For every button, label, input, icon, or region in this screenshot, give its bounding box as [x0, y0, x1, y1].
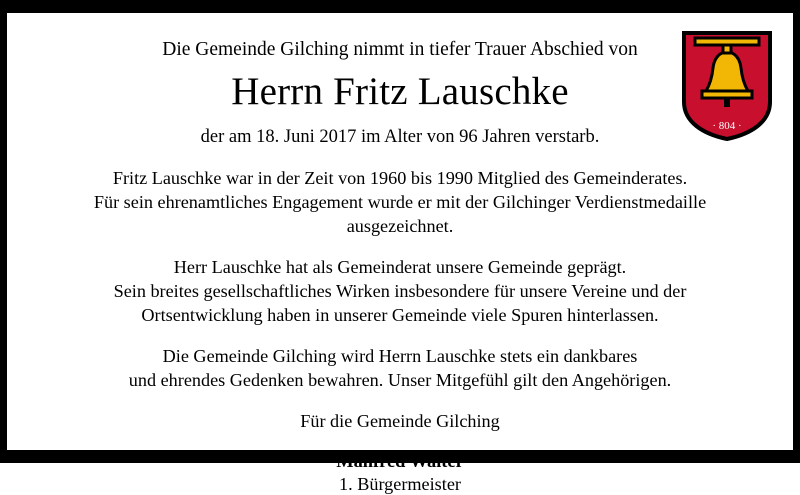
- obituary-content: [7, 13, 793, 495]
- death-date-line: der am 18. Juni 2017 im Alter von 96 Jahren verstarb.: [200, 127, 600, 148]
- signer-role: 1. Bürgermeister: [339, 474, 461, 495]
- paragraph-1-line-3: ausgezeichnet.: [346, 216, 454, 237]
- deceased-name: Herrn Fritz Lauschke: [231, 70, 569, 114]
- paragraph-1: [41, 166, 759, 238]
- paragraph-1-line-1: Fritz Lauschke war in der Zeit von 1960 bis 1990 Mitglied des Gemeinderates.: [112, 168, 688, 189]
- intro-line: Die Gemeinde Gilching nimmt in tiefer Trauer Abschied von: [162, 39, 638, 60]
- gilching-coat-of-arms-icon: [681, 30, 773, 142]
- closing-line: Für die Gemeinde Gilching: [300, 411, 500, 432]
- paragraph-2-line-3: Ortsentwicklung haben in unserer Gemeinde viele Spuren hinterlassen.: [141, 305, 659, 326]
- paragraph-2-line-1: Herr Lauschke hat als Gemeinderat unsere Gemeinde geprägt.: [173, 257, 627, 278]
- paragraph-2-line-2: Sein breites gesellschaftliches Wirken insbesondere für unsere Vereine und der: [113, 281, 687, 302]
- paragraph-1-line-2: Für sein ehrenamtliches Engagement wurde er mit der Gilchinger Verdienstmedaille: [93, 192, 707, 213]
- paragraph-3-line-1: Die Gemeinde Gilching wird Herrn Lauschke stets ein dankbares: [162, 346, 638, 367]
- signer-name: Manfred Walter: [336, 451, 464, 472]
- paragraph-3: [41, 344, 759, 392]
- paragraph-3-line-2: und ehrendes Gedenken bewahren. Unser Mitgefühl gilt den Angehörigen.: [128, 370, 672, 391]
- paragraph-2: [41, 255, 759, 327]
- svg-text:· 804 ·: · 804 ·: [712, 120, 742, 132]
